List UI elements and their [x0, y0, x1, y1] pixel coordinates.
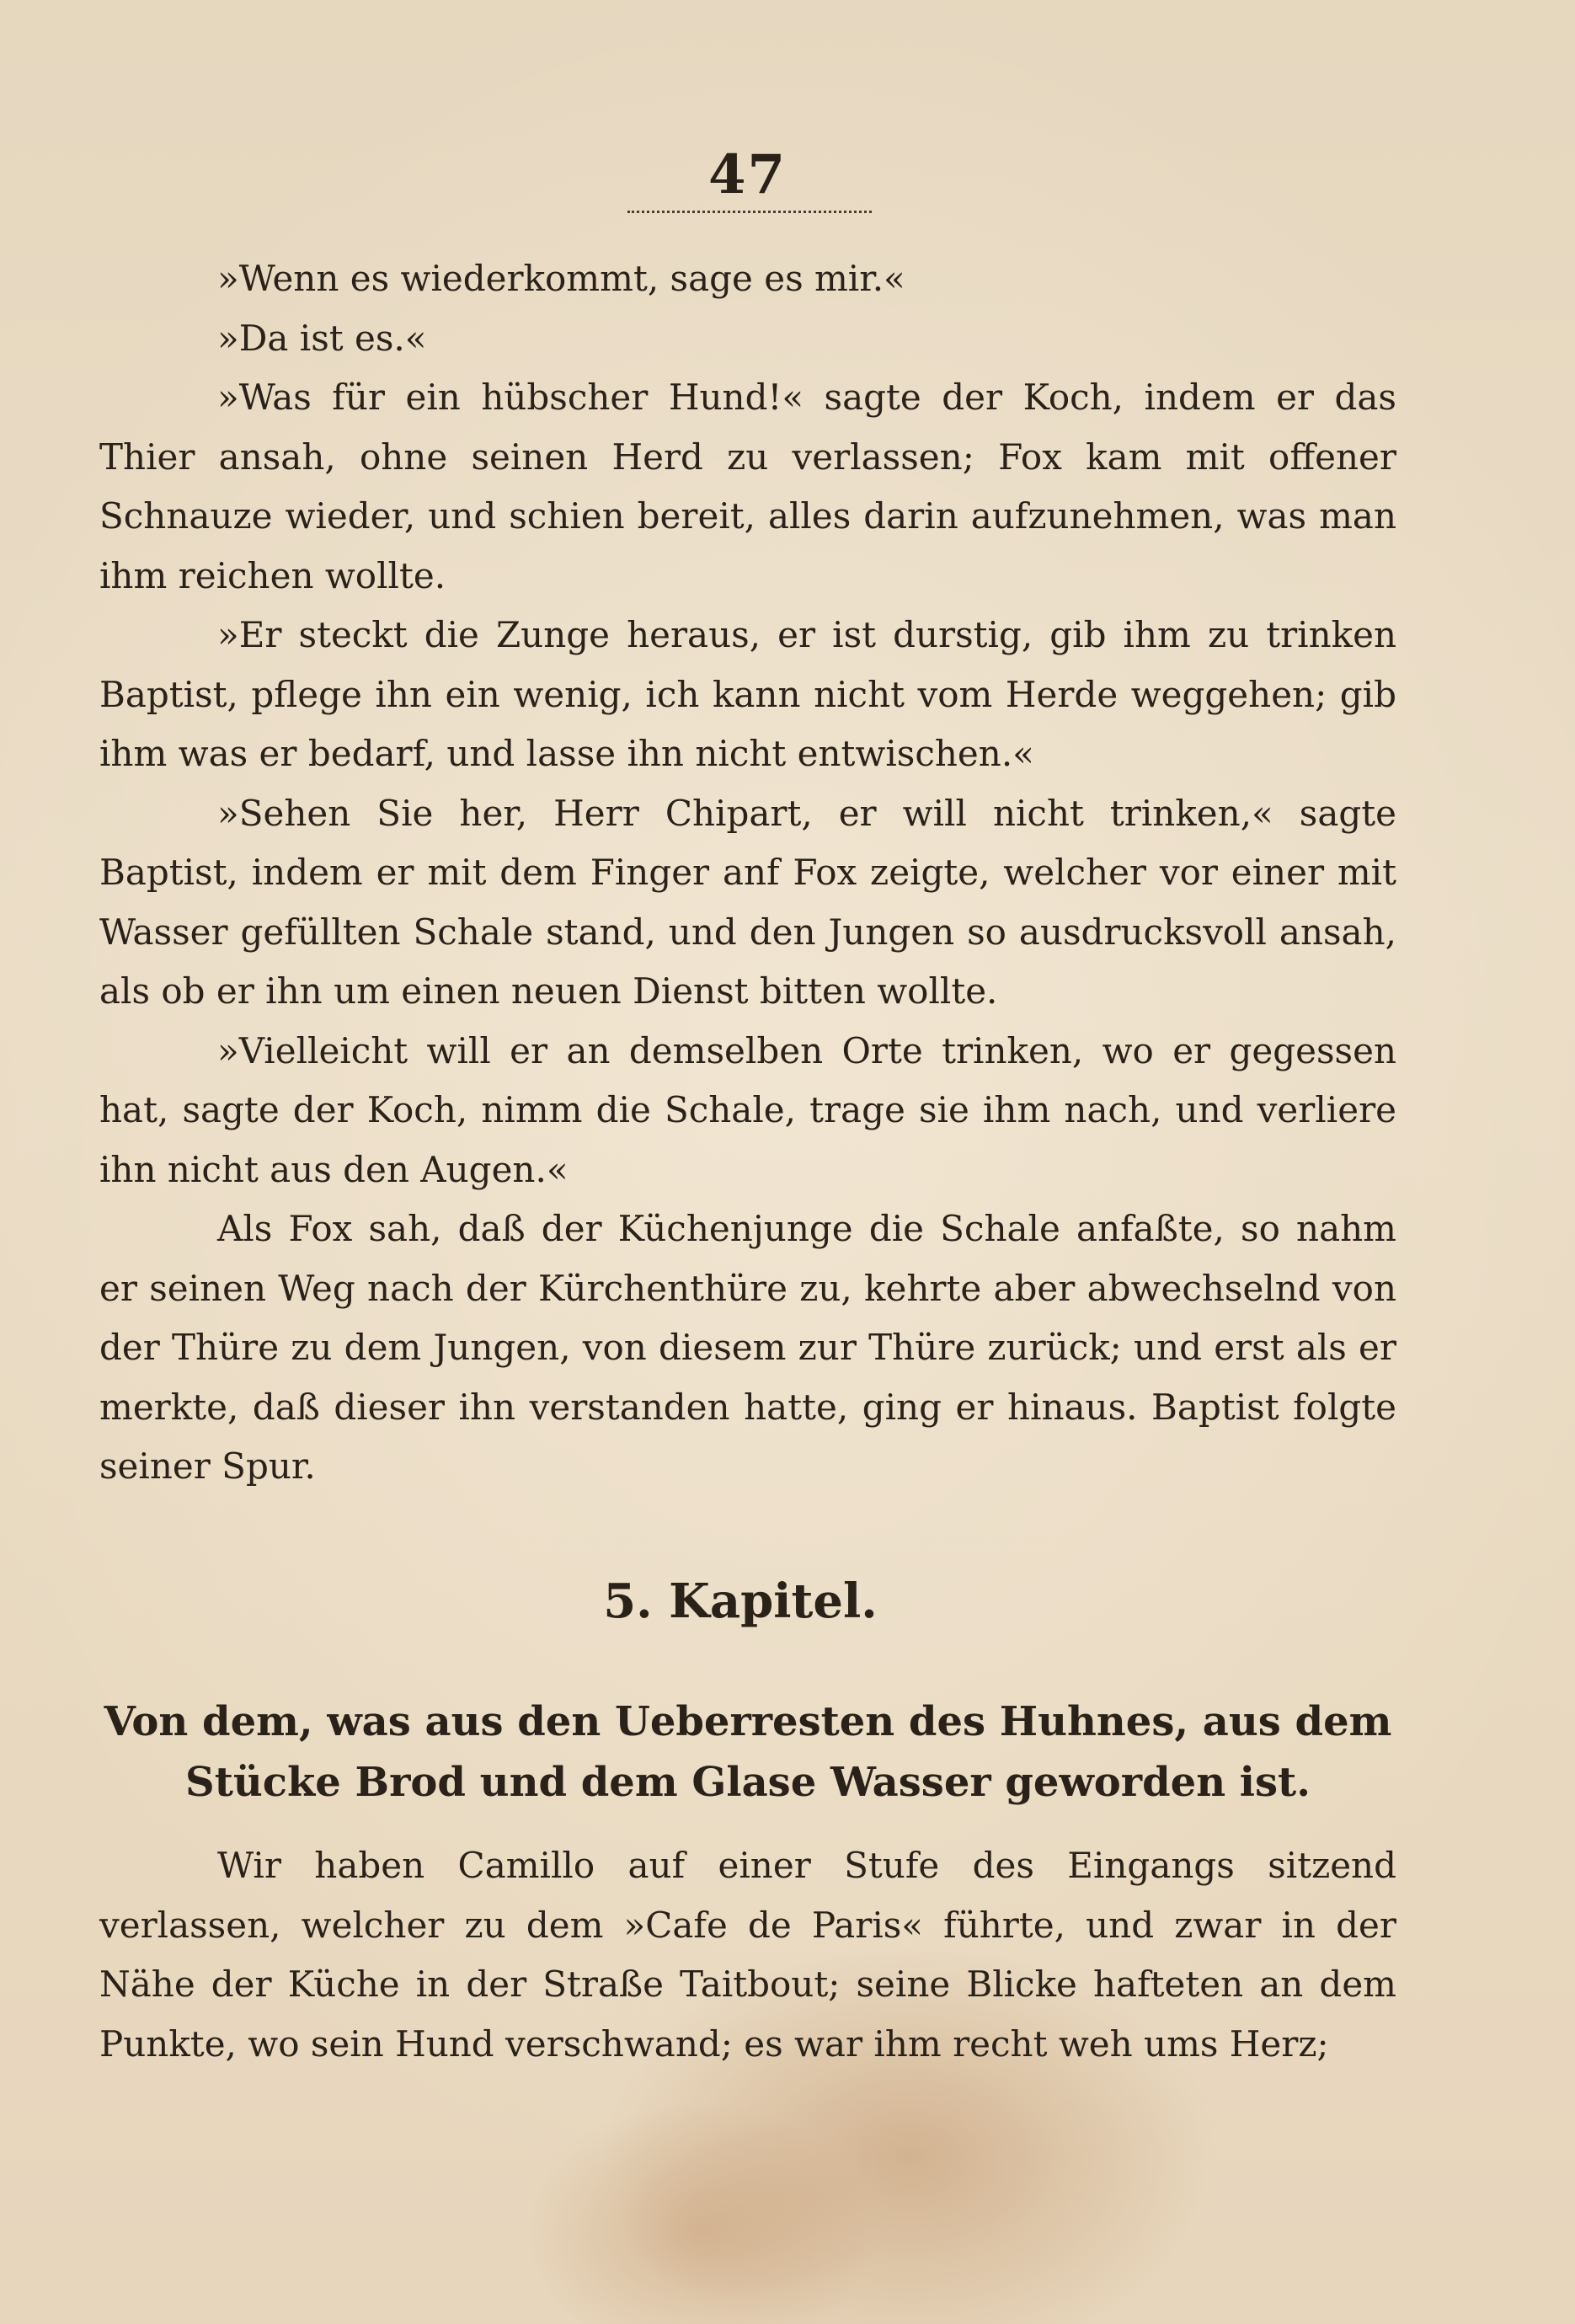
paragraph: Als Fox sah, daß der Küchenjunge die Schale anfaßte, so nahm er seinen Weg nach der Kürchenthüre zu, kehrte aber abwechselnd von der Thüre zu dem Jungen, von diesem zur Thüre zurück; und erst als er merkte, daß dieser ihn verstanden hatte, ging er hinaus. Baptist folgte seiner Spur.	[99, 1208, 1396, 1487]
paragraph: »Da ist es.«	[217, 317, 427, 359]
paragraph: Wir haben Camillo auf einer Stufe des Eingangs sitzend verlassen, welcher zu dem »Cafe de Paris« führte, und zwar in der Nähe der Küche in der Straße Taitbout; seine Blicke hafteten an dem Punkte, wo sein Hund verschwand; es war ihm recht weh ums Herz;	[99, 1845, 1396, 2065]
body-text-top	[99, 249, 1396, 1497]
paragraph: »Vielleicht will er an demselben Orte trinken, wo er gegessen hat, sagte der Koch, nimm die Schale, trage sie ihm nach, und verliere ihn nicht aus den Augen.«	[99, 1029, 1396, 1190]
page-number-rule	[627, 211, 872, 213]
body-text-bottom	[99, 1836, 1396, 2074]
paragraph: »Wenn es wiederkommt, sage es mir.«	[217, 258, 905, 299]
paragraph: »Sehen Sie her, Herr Chipart, er will nicht trinken,« sagte Baptist, indem er mit dem Finger anf Fox zeigte, welcher vor einer mit Wasser gefüllten Schale stand, und den Jungen so ausdrucksvoll ansah, als ob er ihn um einen neuen Dienst bitten wollte.	[99, 792, 1396, 1012]
paragraph: »Was für ein hübscher Hund!« sagte der Koch, indem er das Thier ansah, ohne seinen Herd zu verlassen; Fox kam mit offener Schnauze wieder, und schien bereit, alles darin aufzunehmen, was man ihm reichen wollte.	[99, 377, 1396, 596]
chapter-title: 5. Kapitel.	[603, 1573, 878, 1629]
chapter-subtitle: Von dem, was aus den Ueberresten des Huhnes, aus dem Stücke Brod und dem Glase Wasser geworden ist.	[104, 1698, 1392, 1806]
page-number: 47	[707, 143, 788, 206]
paragraph: »Er steckt die Zunge heraus, er ist durstig, gib ihm zu trinken Baptist, pflege ihn ein wenig, ich kann nicht vom Herde weggehen; gib ihm was er bedarf, und lasse ihn nicht entwischen.«	[99, 614, 1396, 774]
